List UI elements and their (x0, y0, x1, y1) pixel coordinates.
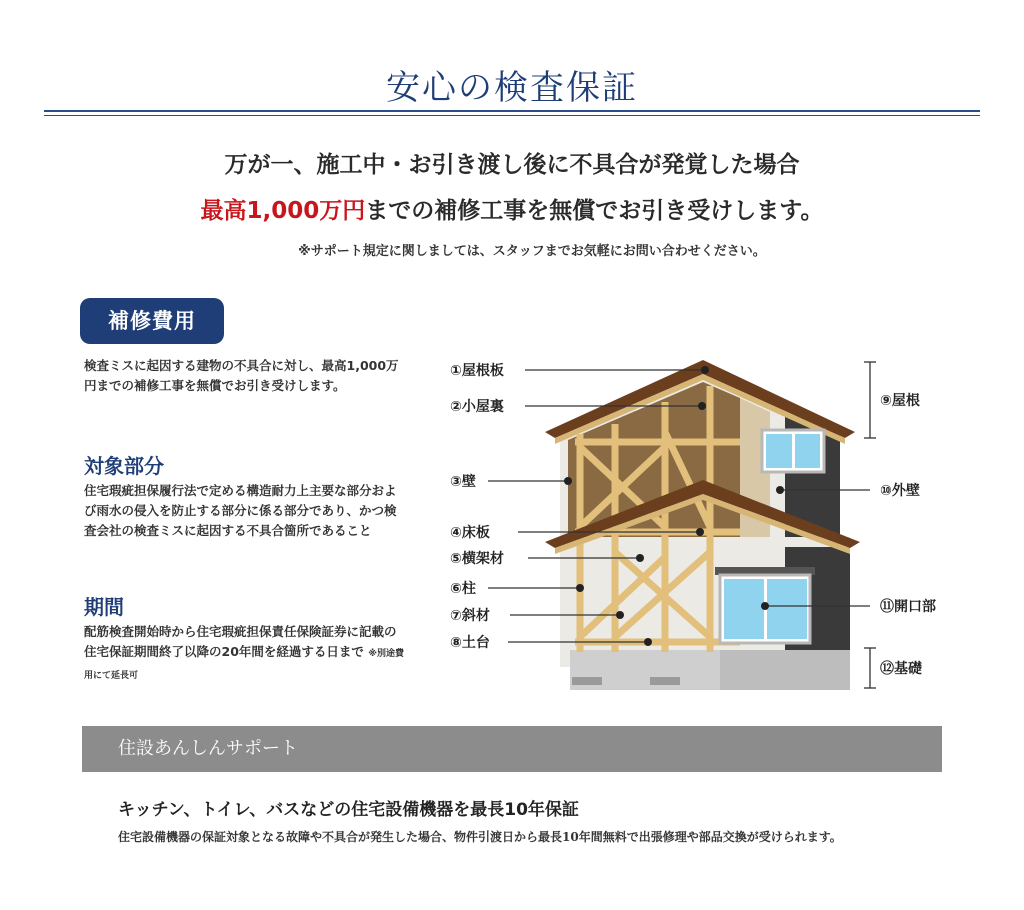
support-note: ※サポート規定に関しましては、スタッフまでお気軽にお問い合わせください。 (298, 244, 766, 259)
title-rule-thick (44, 110, 980, 112)
period-note: ※別途費用にて延長可 (84, 649, 405, 681)
label-brace: ⑦斜材 (450, 608, 490, 624)
label-wall: ③壁 (450, 474, 476, 490)
scope-text: 住宅瑕疵担保履行法で定める構造耐力上主要な部分および雨水の侵入を防止する部分に係る部分であり、かつ検査会社の検査ミスに起因する不具合箇所であること (84, 483, 397, 538)
label-floor-board: ④床板 (450, 525, 490, 541)
repair-badge: 補修費用 (80, 298, 224, 344)
label-opening: ⑪開口部 (880, 599, 936, 615)
support-heading: キッチン、トイレ、バスなどの住宅設備機器を最長10年保証 (118, 800, 579, 820)
period-text (84, 622, 404, 686)
lead-line-2 (0, 192, 1024, 225)
label-pillar: ⑥柱 (450, 581, 476, 597)
label-roof: ⑨屋根 (880, 393, 920, 409)
period-body: 配筋検査開始時から住宅瑕疵担保責任保険証券に記載の住宅保証期間終了以降の20年間を経過する日まで (84, 624, 397, 659)
label-exterior-wall: ⑩外壁 (880, 483, 920, 499)
label-beam: ⑤横架材 (450, 551, 504, 567)
label-attic: ②小屋裏 (450, 399, 504, 415)
lead-highlight: 最高1,000万円 (200, 198, 366, 224)
lead-line-1: 万が一、施工中・お引き渡し後に不具合が発覚した場合 (224, 152, 800, 178)
period-heading: 期間 (84, 595, 124, 619)
lead-rest: までの補修工事を無償でお引き受けします。 (365, 198, 824, 224)
label-foundation: ⑫基礎 (880, 661, 922, 677)
page-title: 安心の検査保証 (386, 68, 638, 108)
repair-text: 検査ミスに起因する建物の不具合に対し、最高1,000万円までの補修工事を無償でお引き受けします。 (84, 358, 399, 393)
scope-heading: 対象部分 (84, 454, 164, 478)
house-diagram (440, 352, 980, 701)
support-text: 住宅設備機器の保証対象となる故障や不具合が発生した場合、物件引渡日から最長10年間無料で出張修理や部品交換が受けられます。 (118, 830, 842, 844)
label-roof-board: ①屋根板 (450, 363, 504, 379)
support-bar: 住設あんしんサポート (82, 726, 942, 772)
label-sill: ⑧土台 (450, 635, 490, 651)
title-rule-thin (44, 115, 980, 116)
